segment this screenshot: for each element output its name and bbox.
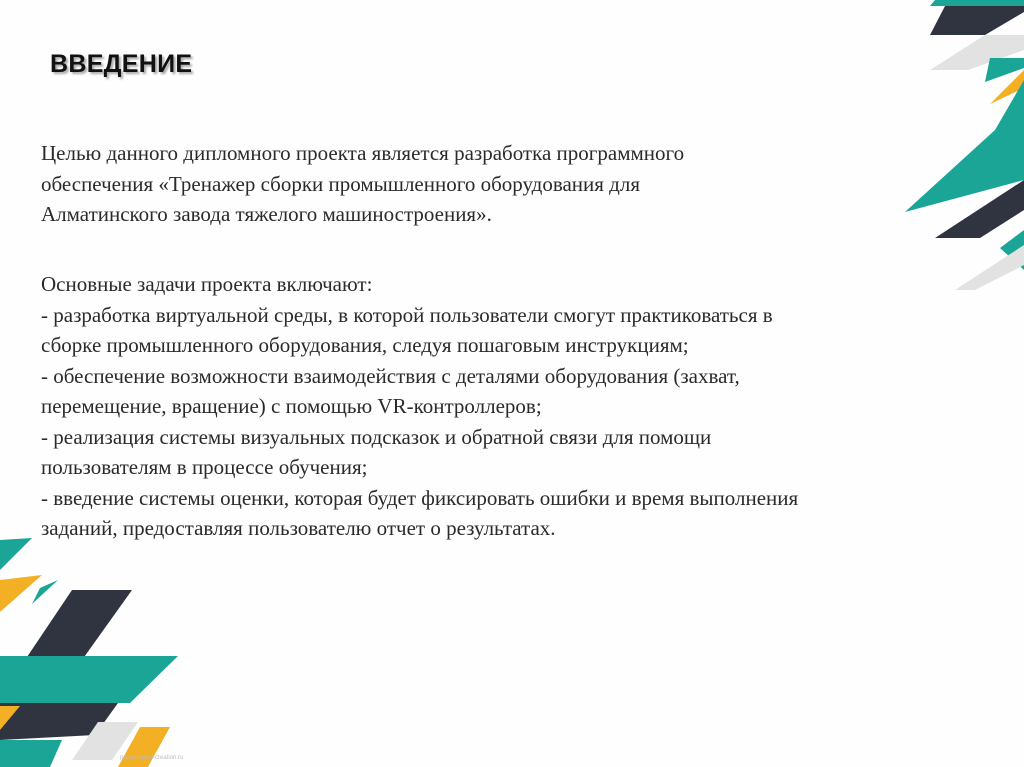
slide-title: ВВЕДЕНИЕ [50,50,193,78]
intro-paragraph [41,138,981,230]
intro-line: Алматинского завода тяжелого машиностроения». [41,202,492,226]
task-line: - введение системы оценки, которая будет фиксировать ошибки и время выполнения [41,485,799,510]
task-line: - разработка виртуальной среды, в которой пользователи смогут практиковаться в [41,302,773,327]
task-line: - обеспечение возможности взаимодействия с деталями оборудования (захват, [41,363,740,388]
task-line: пользователям в процессе обучения; [41,455,368,479]
deco-teal-left-small [32,580,58,604]
task-line: перемещение, вращение) с помощью VR-контроллеров; [41,394,542,418]
deco-teal-bottom-edge [0,740,62,767]
deco-dark-left-large [25,590,132,660]
deco-top-dark-parallelogram [930,6,1024,35]
deco-teal-left-large [0,656,178,703]
tasks-heading: Основные задачи проекта включают: [41,272,373,296]
task-line: - реализация системы визуальных подсказок и обратной связи для помощи [41,424,712,449]
deco-teal-left-upper [0,538,32,570]
deco-orange-left-upper [0,575,42,612]
deco-top-teal-strip [930,0,1024,6]
intro-line: Целью данного дипломного проекта является разработка программного [41,141,685,165]
footer-watermark: presentation-creation.ru [120,755,184,761]
task-line: сборке промышленного оборудования, следуя пошаговым инструкциям; [41,333,689,357]
tasks-paragraph [41,269,981,544]
intro-line: обеспечения «Тренажер сборки промышленного оборудования для [41,171,641,196]
task-line: заданий, предоставляя пользователю отчет о результатах. [41,516,556,540]
